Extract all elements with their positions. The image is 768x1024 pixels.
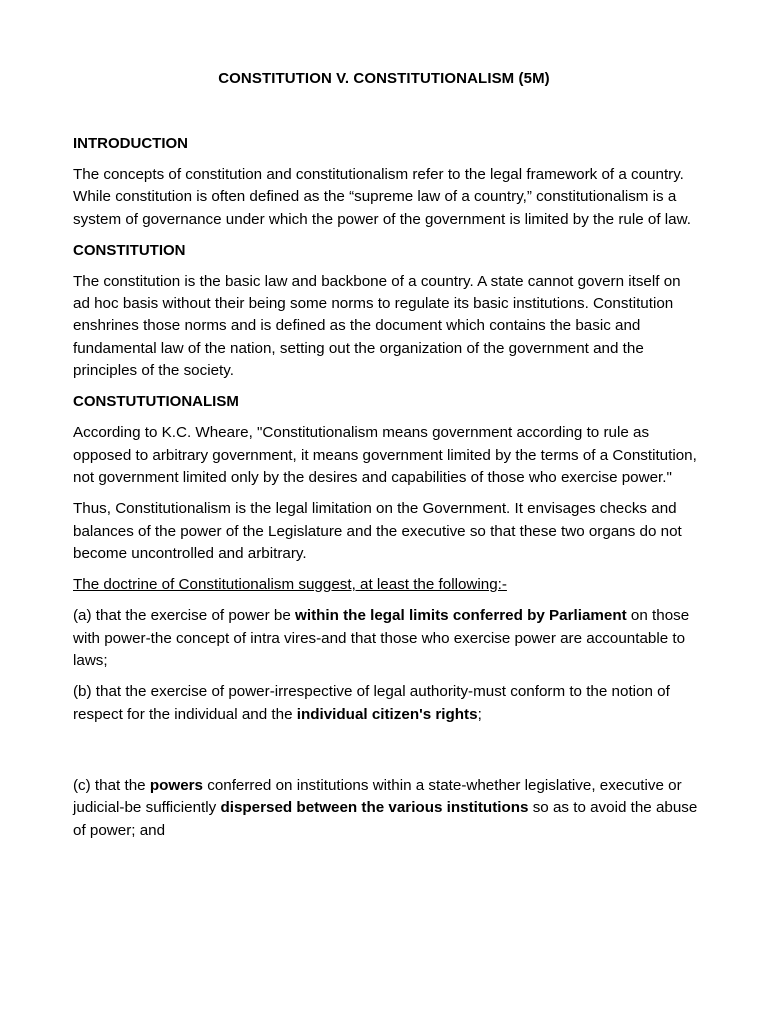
paragraph-introduction: The concepts of constitution and constitutionalism refer to the legal framework of a country. While constitution is often defined as the “supreme law of a country,” constitutionalism is a system of governance under which the power of the government is limited by the rule of law. bbox=[73, 166, 691, 228]
paragraph-thus: Thus, Constitutionalism is the legal limitation on the Government. It envisages checks and balances of the power of the Legislature and the executive so that these two organs do not become uncontrolled and arbitrary. bbox=[73, 500, 682, 562]
point-b bbox=[73, 681, 698, 726]
document-body bbox=[73, 133, 698, 851]
document-title: CONSTITUTION V. CONSTITUTIONALISM (5M) bbox=[218, 70, 550, 87]
point-a-rest: on those with power-the concept of intra vires-and that those who exercise power are accountable to laws; bbox=[73, 607, 690, 670]
spacer bbox=[73, 735, 698, 775]
point-b-bold: individual citizen's rights bbox=[296, 705, 478, 723]
point-a-text: (a) that the exercise of power be bbox=[73, 607, 296, 625]
point-a bbox=[73, 605, 698, 672]
heading-constitutionalism: CONSTUTUTIONALISM bbox=[73, 393, 239, 411]
point-c-bold-powers: powers bbox=[149, 776, 203, 794]
point-c-middle: conferred on institutions within a state-whether legislative, executive or judicial-be sufficiently bbox=[73, 776, 682, 817]
heading-introduction: INTRODUCTION bbox=[73, 135, 188, 152]
doctrine-heading: The doctrine of Constitutionalism suggest, at least the following:- bbox=[73, 576, 507, 594]
point-b-text: (b) that the exercise of power-irrespective of legal authority-must conform to the notion of respect for the individual and the bbox=[73, 683, 670, 723]
point-c-rest: so as to avoid the abuse of power; and bbox=[73, 799, 698, 839]
paragraph-wheare-quote: According to K.C. Wheare, "Constitutionalism means government according to rule as opposed to arbitrary government, it means government limited by the terms of a Constitution, not government limited only by the desires and capabilities of those who exercise power." bbox=[73, 424, 697, 486]
point-c-text: (c) that the bbox=[73, 776, 150, 794]
paragraph-constitution: The constitution is the basic law and backbone of a country. A state cannot govern itself on ad hoc basis without their being some norms to regulate its basic institutions. Constitution enshrines those norms and is defined as the document which contains the basic and fundamental law of the nation, setting out the organization of the government and the principles of the society. bbox=[73, 272, 681, 380]
point-a-bold: within the legal limits conferred by Parliament bbox=[295, 607, 627, 625]
point-c-bold-dispersed: dispersed between the various institutions bbox=[220, 799, 529, 817]
point-c bbox=[73, 775, 698, 842]
point-b-rest: ; bbox=[477, 705, 482, 723]
heading-constitution: CONSTITUTION bbox=[73, 241, 186, 259]
